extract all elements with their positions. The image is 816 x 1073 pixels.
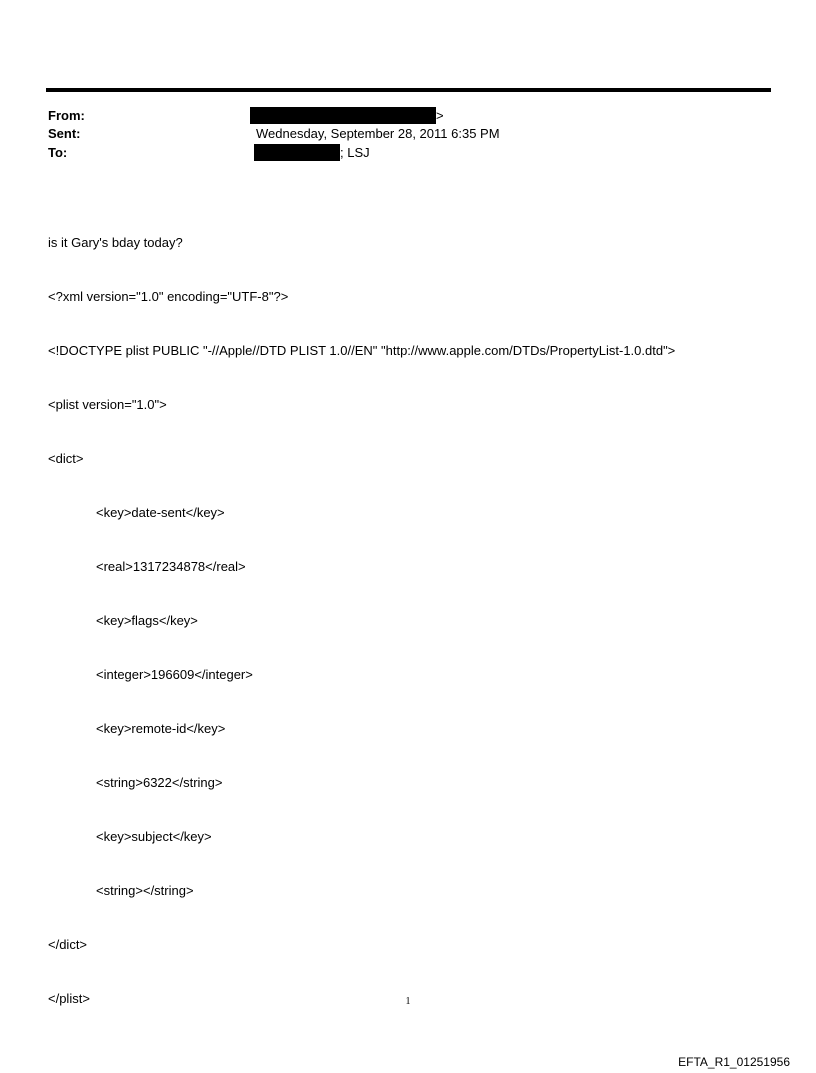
sent-value: Wednesday, September 28, 2011 6:35 PM: [256, 126, 500, 141]
to-value: [256, 144, 370, 162]
body-line: <!DOCTYPE plist PUBLIC "-//Apple//DTD PLIST 1.0//EN" "http://www.apple.com/DTDs/PropertyList-1.0.dtd">: [48, 343, 676, 358]
from-label: From:: [48, 108, 85, 123]
to-value-suffix: ; LSJ: [340, 145, 370, 160]
body-line: <string>6322</string>: [96, 775, 223, 790]
message-body: [48, 198, 675, 1026]
page-number: 1: [405, 996, 411, 1007]
to-row: [48, 144, 748, 162]
body-line: <key>flags</key>: [96, 613, 198, 628]
body-line: <key>remote-id</key>: [96, 721, 226, 736]
from-value: [256, 107, 444, 125]
body-line: <string></string>: [96, 883, 194, 898]
from-row: [48, 107, 748, 125]
to-label: To:: [48, 145, 68, 160]
body-line: </plist>: [48, 991, 90, 1006]
sent-row: [48, 125, 748, 143]
body-line: <key>subject</key>: [96, 829, 212, 844]
sent-label: Sent:: [48, 126, 81, 141]
body-line: </dict>: [48, 937, 88, 952]
body-line: <dict>: [48, 451, 84, 466]
body-line: <real>1317234878</real>: [96, 559, 246, 574]
document-id: EFTA_R1_01251956: [678, 1055, 790, 1069]
body-line: <key>date-sent</key>: [96, 505, 225, 520]
from-redaction: [250, 107, 436, 124]
from-value-suffix: >: [436, 108, 444, 123]
body-line: is it Gary's bday today?: [48, 235, 183, 250]
body-line: <plist version="1.0">: [48, 397, 167, 412]
body-line: <?xml version="1.0" encoding="UTF-8"?>: [48, 289, 289, 304]
body-line: <integer>196609</integer>: [96, 667, 253, 682]
to-redaction: [254, 144, 340, 161]
header-divider: [46, 88, 771, 92]
